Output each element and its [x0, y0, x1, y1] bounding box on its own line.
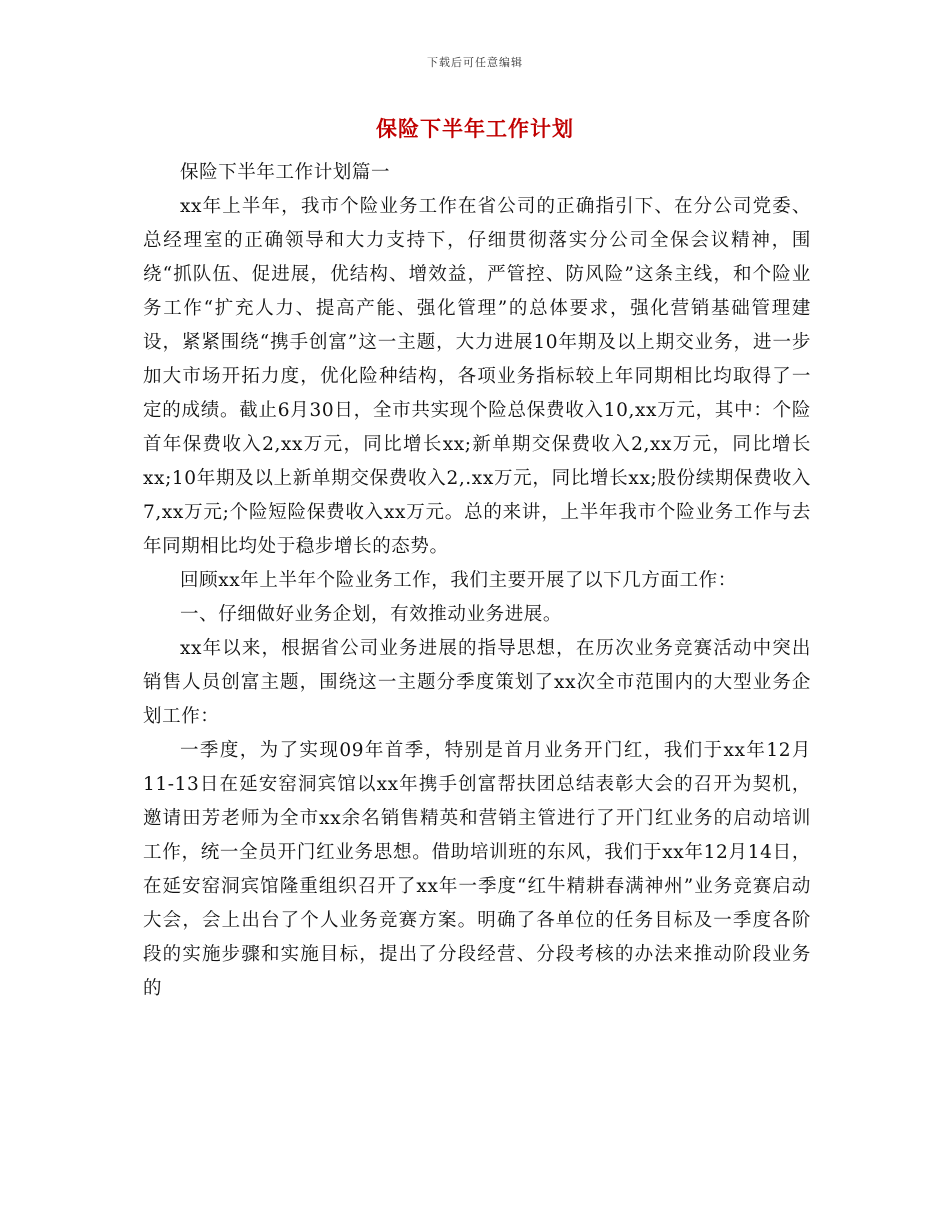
paragraph: 回顾xx年上半年个险业务工作，我们主要开展了以下几方面工作：	[180, 570, 737, 591]
paragraph: xx年上半年，我市个险业务工作在省公司的正确指引下、在分公司党委、总经理室的正确领导和大力支持下，仔细贯彻落实分公司全保会议精神，围绕“抓队伍、促进展，优结构、增效益，严管控、防风险”这条主线，和个险业务工作“扩充人力、提高产能、强化管理”的总体要求，强化营销基础管理建设，紧紧围绕“携手创富”这一主题，大力进展10年期及以上期交业务，进一步加大市场开拓力度，优化险种结构，各项业务指标较上年同期相比均取得了一定的成绩。截止6月30日，全市共实现个险总保费收入10,xx万元，其中：个险首年保费收入2,xx万元，同比增长xx;新单期交保费收入2,xx万元，同比增长xx;10年期及以上新单期交保费收入2,.xx万元，同比增长xx;股份续期保费收入7,xx万元;个险短险保费收入xx万元。总的来讲，上半年我市个险业务工作与去年同期相比均处于稳步增长的态势。	[143, 196, 811, 557]
document-title: 保险下半年工作计划	[376, 116, 574, 141]
paragraph: 一季度，为了实现09年首季，特别是首月业务开门红，我们于xx年12月11-13日在延安窑洞宾馆以xx年携手创富帮扶团总结表彰大会的召开为契机，邀请田芳老师为全市xx余名销售精英和营销主管进行了开门红业务的启动培训工作，统一全员开门红业务思想。借助培训班的东风，我们于xx年12月14日，在延安窑洞宾馆隆重组织召开了xx年一季度“红牛精耕春满神州”业务竞赛启动大会，会上出台了个人业务竞赛方案。明确了各单位的任务目标及一季度各阶段的实施步骤和实施目标，提出了分段经营、分段考核的办法来推动阶段业务的	[143, 740, 811, 999]
section-heading: 保险下半年工作计划篇一	[180, 162, 391, 183]
subsection-heading: 一、仔细做好业务企划，有效推动业务进展。	[180, 604, 563, 625]
document-body	[143, 156, 811, 1006]
header-note: 下载后可任意编辑	[427, 56, 523, 69]
paragraph: xx年以来，根据省公司业务进展的指导思想，在历次业务竞赛活动中突出销售人员创富主题，围绕这一主题分季度策划了xx次全市范围内的大型业务企划工作：	[143, 638, 811, 727]
